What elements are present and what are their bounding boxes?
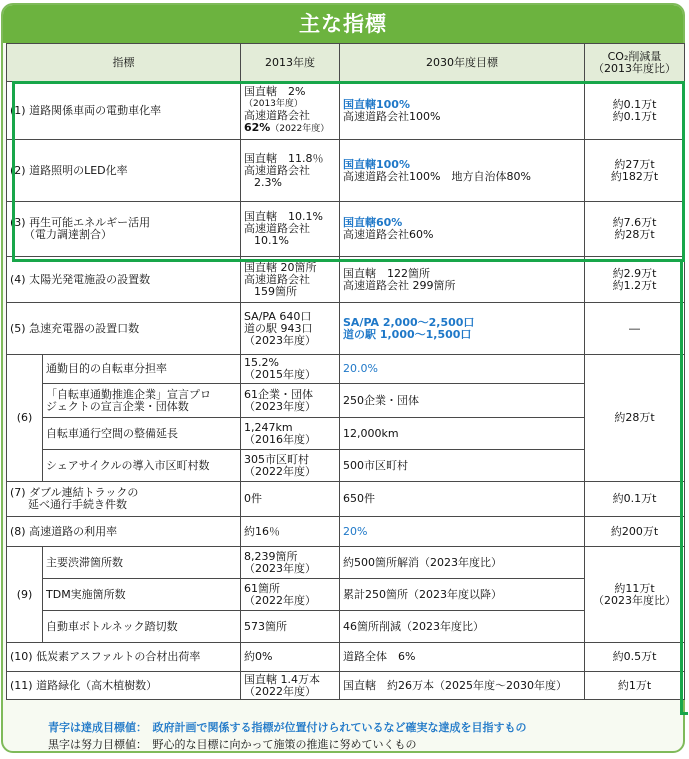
value-2013 [241, 257, 340, 303]
text-line: 国直轄 20箇所 [244, 260, 317, 274]
co2-value: 約200万t [585, 517, 685, 547]
table-row [7, 257, 685, 303]
row-label: 自転車通行空間の整備延長 [43, 418, 241, 450]
co2-value [585, 140, 685, 202]
value-2013: 約0% [241, 643, 340, 672]
text-line: （2023年度） [244, 333, 316, 347]
header-co2-main: CO₂削減量 [607, 49, 662, 63]
text-line: 約1.2万t [612, 278, 657, 292]
text-line: ジェクトの宣言企業・団体数 [46, 399, 189, 413]
row-label: 通勤目的の自転車分担率 [43, 355, 241, 384]
value-2013 [241, 82, 340, 140]
text-line: 約0.1万t [612, 97, 657, 111]
value-2013 [241, 140, 340, 202]
text-line: (7) ダブル連結トラックの [10, 486, 139, 499]
text-line: （2022年度） [244, 684, 316, 698]
target-2030 [340, 140, 585, 202]
header-indicator: 指標 [7, 44, 241, 82]
co2-value: 約0.1万t [585, 482, 685, 517]
text-line: 道の駅 1,000～1,500口 [343, 327, 472, 341]
text-line: （2013年度） [244, 99, 303, 109]
table-row [7, 202, 685, 257]
row-label: (10) 低炭素アスファルトの合材出荷率 [7, 643, 241, 672]
table-row [7, 355, 685, 384]
value-2013 [241, 579, 340, 611]
text-line: 61箇所 [244, 581, 280, 595]
table-row [7, 303, 685, 355]
text-line: （2022年度） [244, 464, 316, 478]
target-2030: 道路全体 6% [340, 643, 585, 672]
row-label: (8) 高速道路の利用率 [7, 517, 241, 547]
text-line: 高速道路会社 [244, 109, 310, 122]
text-line: 約27万t [614, 157, 655, 171]
row-label [7, 202, 241, 257]
note-black: 黒字は努力目標値： 野心的な目標に向かって施策の推進に努めていくもの [48, 738, 417, 751]
header-co2 [585, 44, 685, 82]
text-line: 約28万t [614, 228, 655, 241]
text-line: 延べ通行手続き件数 [28, 498, 127, 511]
row-label [7, 482, 241, 517]
value-2013 [241, 355, 340, 384]
table-row [7, 611, 685, 643]
row-label: 主要渋滞箇所数 [43, 547, 241, 579]
table-row [7, 672, 685, 700]
text-line: 1,247km [244, 420, 293, 434]
text-line: （2023年度） [244, 561, 316, 575]
value-2013: 0件 [241, 482, 340, 517]
text-line: 62% [244, 121, 271, 134]
text-line: 61企業・団体 [244, 387, 313, 401]
table-row [7, 643, 685, 672]
table-row [7, 82, 685, 140]
target-2030: 20.0% [340, 355, 585, 384]
text-line: （2016年度） [244, 432, 316, 446]
row-label: (2) 道路照明のLED化率 [7, 140, 241, 202]
target-2030: 250企業・団体 [340, 384, 585, 418]
highlight-bracket-end [680, 712, 688, 715]
header-2013: 2013年度 [241, 44, 340, 82]
text-line: （2015年度） [244, 368, 316, 381]
value-2013 [241, 418, 340, 450]
value-2013: 573箇所 [241, 611, 340, 643]
text-line: 10.1% [254, 234, 289, 247]
value-2013 [241, 450, 340, 482]
target-2030 [340, 202, 585, 257]
target-2030: 累計250箇所（2023年度以降） [340, 579, 585, 611]
text-line: 159箇所 [254, 284, 297, 298]
text-line: （電力調達割合） [24, 228, 112, 241]
text-line: 「自転車通勤推進企業」宣言プロ [46, 387, 211, 401]
text-line: 高速道路会社100% [343, 109, 441, 123]
row-label: (4) 太陽光発電施設の設置数 [7, 257, 241, 303]
text-line: （2022年度） [270, 124, 330, 134]
text-line: 高速道路会社 [244, 272, 310, 286]
text-line: 道の駅 943口 [244, 321, 313, 335]
co2-value [585, 547, 685, 643]
row-label [43, 384, 241, 418]
text-line: 国直轄 11.8％ [244, 151, 324, 165]
text-line: 高速道路会社100% 地方自治体80% [343, 169, 531, 183]
target-2030 [340, 82, 585, 140]
table-row [7, 482, 685, 517]
table-row [7, 384, 685, 418]
row-label: (11) 道路緑化（高木植樹数） [7, 672, 241, 700]
value-2013 [241, 202, 340, 257]
row-label: シェアサイクルの導入市区町村数 [43, 450, 241, 482]
value-2013 [241, 303, 340, 355]
text-line: 高速道路会社 299箇所 [343, 278, 456, 292]
text-line: 高速道路会社 [244, 222, 310, 235]
table-row [7, 579, 685, 611]
value-2013: 約16％ [241, 517, 340, 547]
indicator-table [6, 43, 685, 700]
row-label: TDM実施箇所数 [43, 579, 241, 611]
group-number: (6) [7, 355, 43, 482]
text-line: 国直轄100% [343, 97, 410, 111]
text-line: 8,239箇所 [244, 549, 298, 563]
target-2030: 国直轄 約26万本（2025年度～2030年度） [340, 672, 585, 700]
text-line: 約11万t [614, 581, 655, 595]
text-line: 高速道路会社60% [343, 228, 434, 241]
target-2030: 650件 [340, 482, 585, 517]
co2-value [585, 82, 685, 140]
row-label: (1) 道路関係車両の電動車化率 [7, 82, 241, 140]
target-2030: 500市区町村 [340, 450, 585, 482]
header-co2-sub: （2013年度比） [593, 61, 676, 75]
table-row [7, 450, 685, 482]
target-2030: 46箇所削減（2023年度比） [340, 611, 585, 643]
table-row [7, 517, 685, 547]
table-row [7, 418, 685, 450]
table-row [7, 547, 685, 579]
text-line: 305市区町村 [244, 452, 309, 466]
header-2030: 2030年度目標 [340, 44, 585, 82]
header-row [7, 44, 685, 82]
text-line: 2.3% [254, 175, 282, 189]
text-line: （2023年度） [244, 399, 316, 413]
value-2013 [241, 384, 340, 418]
text-line: 国直轄 10.1% [244, 210, 323, 223]
text-line: SA/PA 640口 [244, 309, 312, 323]
target-2030: 12,000km [340, 418, 585, 450]
text-line: 国直轄 2% [244, 85, 306, 98]
co2-value [585, 257, 685, 303]
row-label: 自動車ボトルネック踏切数 [43, 611, 241, 643]
highlight-bracket [680, 262, 683, 714]
note-blue: 青字は達成目標値： 政府計画で関係する指標が位置付けられているなど確実な達成を目指すもの [48, 721, 527, 734]
text-line: 国直轄100% [343, 157, 410, 171]
text-line: 約182万t [610, 169, 659, 183]
target-2030 [340, 257, 585, 303]
panel-title: 主な指標 [3, 5, 683, 43]
row-label: (5) 急速充電器の設置口数 [7, 303, 241, 355]
text-line: 約0.1万t [612, 109, 657, 123]
text-line: 国直轄 1.4万本 [244, 672, 320, 686]
value-2013 [241, 672, 340, 700]
value-2013 [241, 547, 340, 579]
target-2030: 20% [340, 517, 585, 547]
text-line: SA/PA 2,000～2,500口 [343, 315, 475, 329]
text-line: 国直轄60% [343, 216, 403, 229]
co2-value: ― [585, 303, 685, 355]
text-line: 高速道路会社 [244, 163, 310, 177]
target-2030: 約500箇所解消（2023年度比） [340, 547, 585, 579]
text-line: 約7.6万t [612, 216, 657, 229]
text-line: (3) 再生可能エネルギー活用 [10, 216, 151, 229]
text-line: （2022年度） [244, 593, 316, 607]
text-line: （2023年度比） [593, 593, 676, 607]
group-number: (9) [7, 547, 43, 643]
co2-value: 約0.5万t [585, 643, 685, 672]
target-2030 [340, 303, 585, 355]
text-line: 国直轄 122箇所 [343, 266, 430, 280]
co2-value [585, 202, 685, 257]
co2-value: 約28万t [585, 355, 685, 482]
text-line: 15.2% [244, 356, 279, 369]
table-row [7, 140, 685, 202]
co2-value: 約1万t [585, 672, 685, 700]
text-line: 約2.9万t [612, 266, 657, 280]
